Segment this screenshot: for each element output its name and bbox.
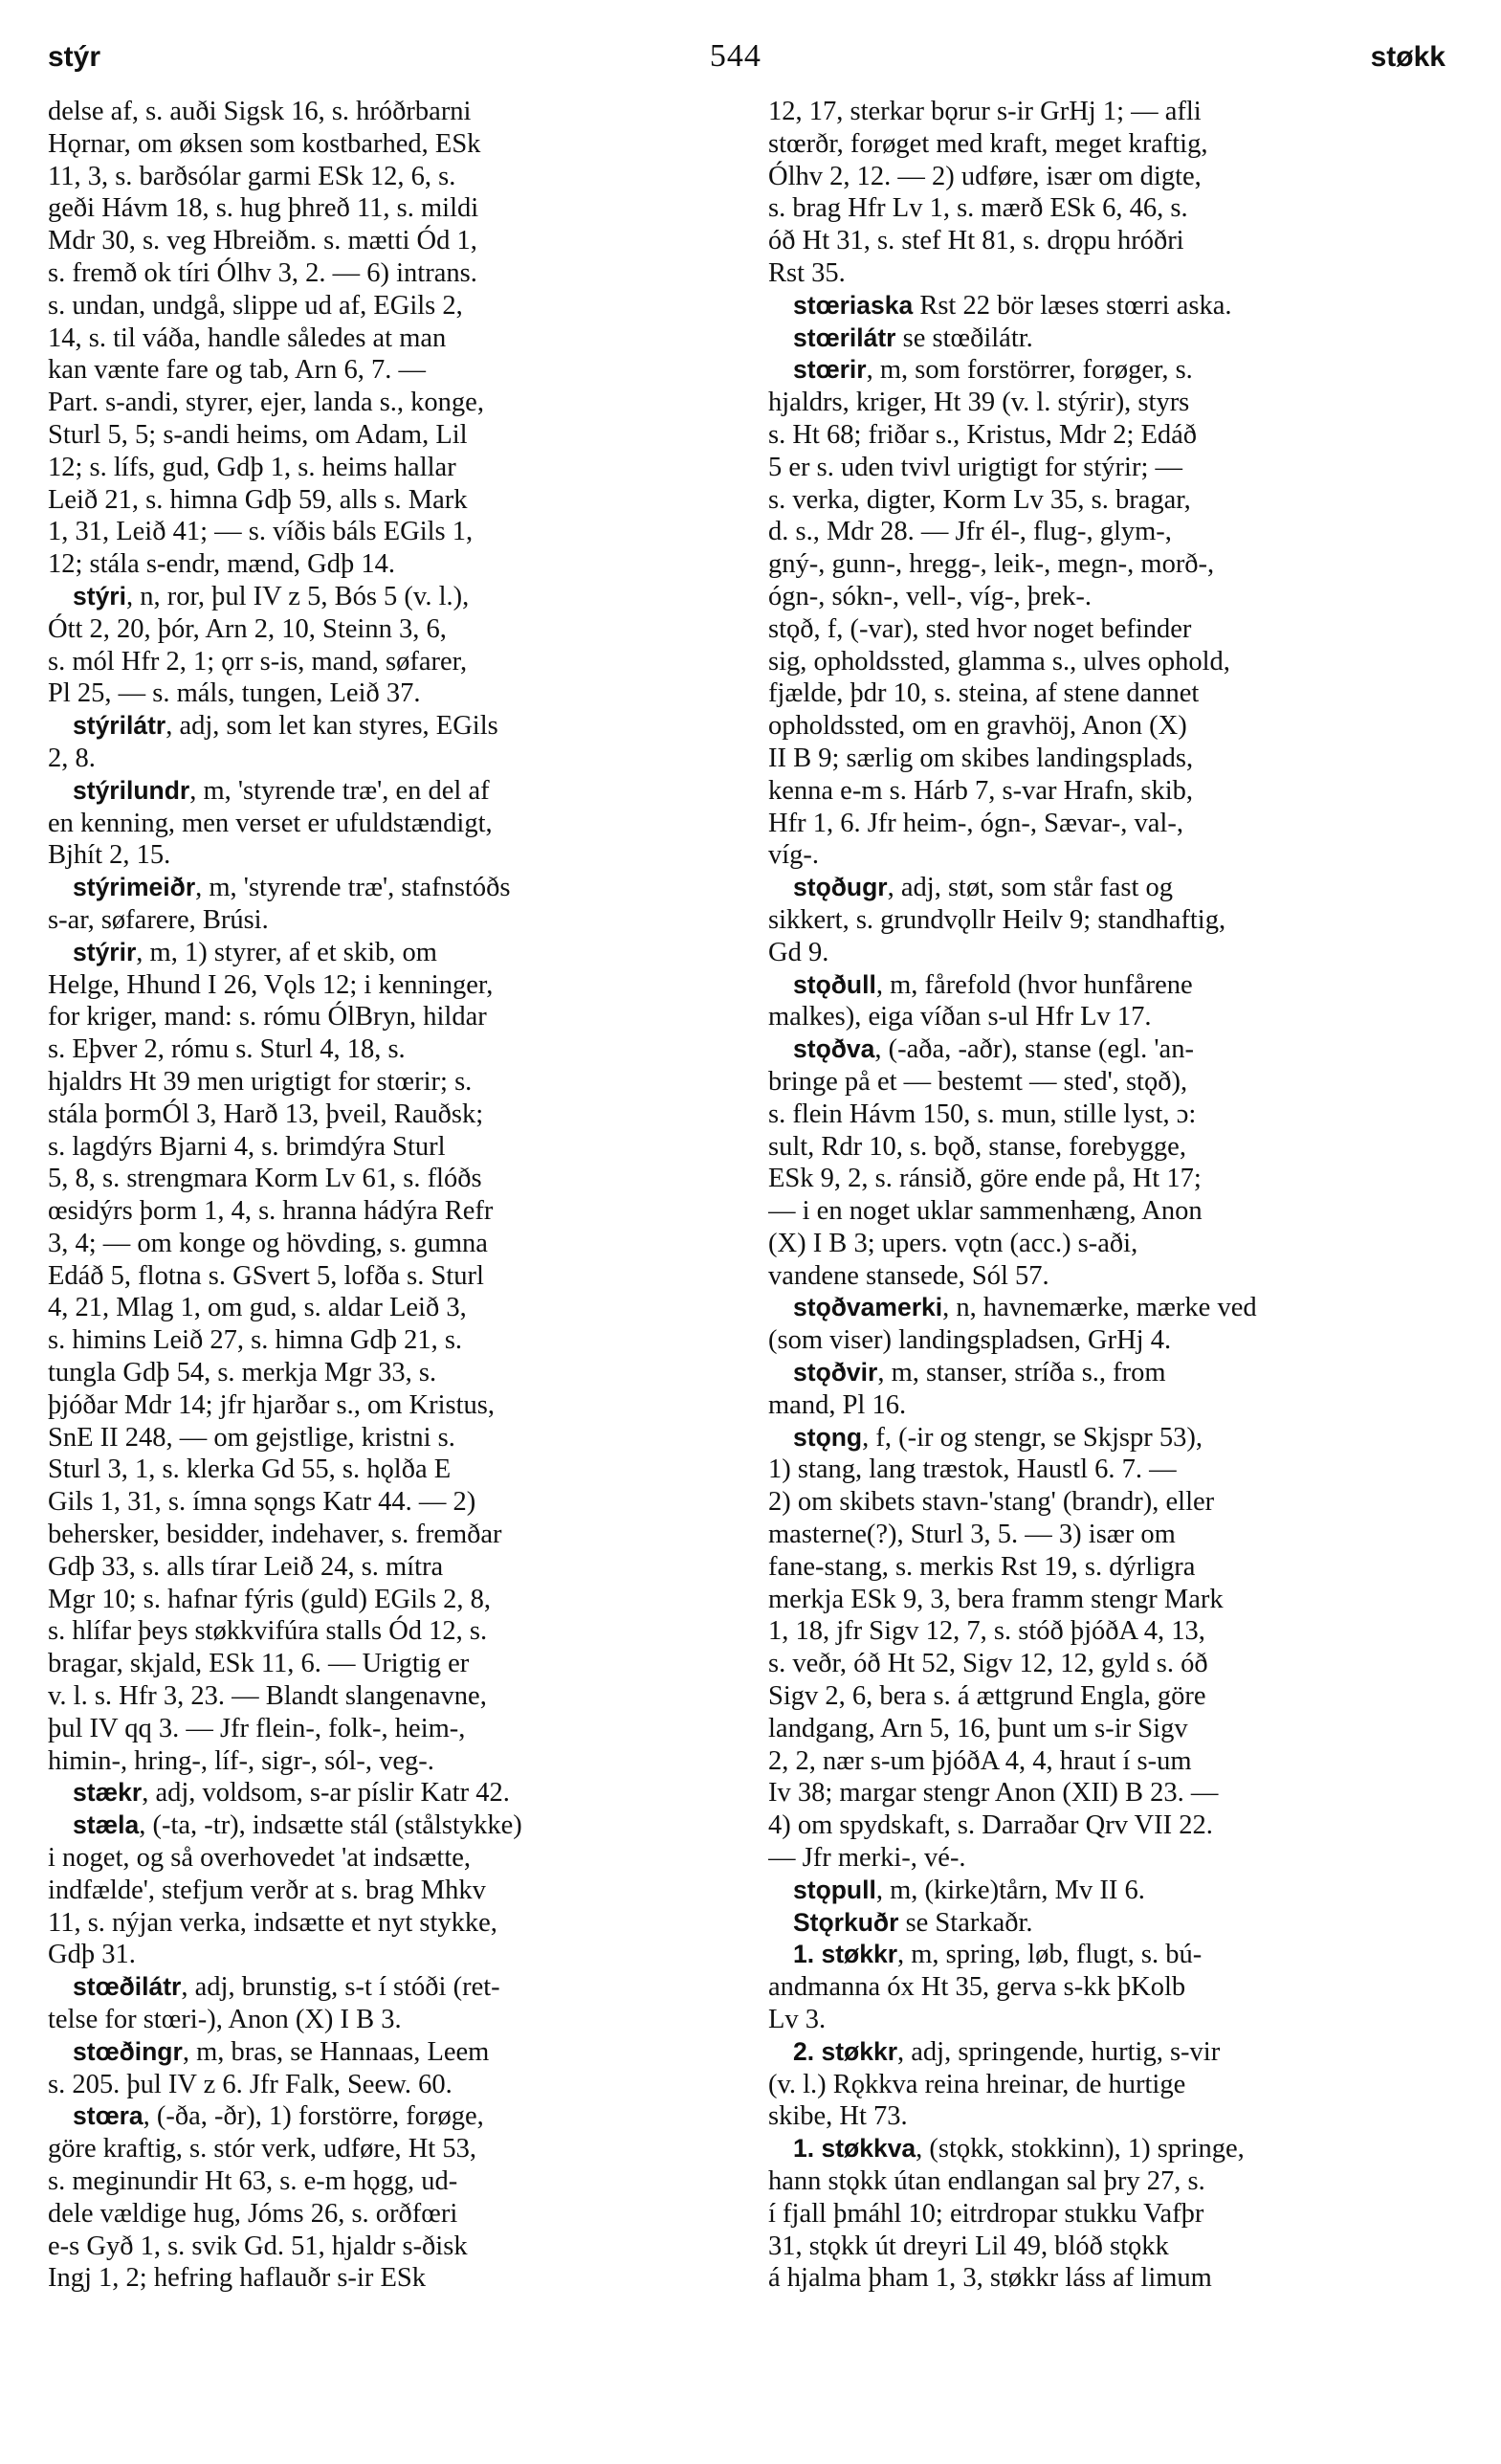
text-line: víg-.	[768, 840, 820, 871]
text-line: ESk 9, 2, s. ránsið, göre ende på, Ht 17;	[768, 1164, 1202, 1194]
text-line: — i en noget uklar sammenhæng, Anon	[768, 1196, 1203, 1227]
text-line	[768, 1907, 1449, 1940]
headword: stýri	[73, 581, 126, 610]
text-line: fjælde, þdr 10, s. steina, af stene dannet	[768, 678, 1200, 709]
text-line: kan vænte fare og tab, Arn 6, 7. —	[48, 355, 426, 386]
text-line: 11, 3, s. barðsólar garmi ESk 12, 6, s.	[48, 161, 456, 191]
headword: stǫðugr	[793, 873, 888, 902]
text-line: á hjalma þham 1, 3, støkkr láss af limum	[768, 2263, 1212, 2294]
text-line: Pl 25, — s. máls, tungen, Leið 37.	[48, 678, 421, 709]
headword: stǫðvir	[793, 1358, 878, 1387]
headword: stýrilátr	[73, 711, 166, 741]
text-line: sikkert, s. grundvǫllr Heilv 9; standhaftig,	[768, 904, 1226, 935]
text-line: Edáð 5, flotna s. GSvert 5, lofða s. Sturl	[48, 1260, 484, 1291]
text-line: tungla Gdþ 54, s. merkja Mgr 33, s.	[48, 1358, 437, 1388]
text-line: indfælde', stefjum verðr at s. brag Mhkv	[48, 1875, 486, 1905]
text-line: en kenning, men verset er ufuldstændigt,	[48, 808, 493, 838]
text-line: 1) stang, lang træstok, Haustl 6. 7. —	[768, 1454, 1177, 1485]
text-line: hjaldrs Ht 39 men urigtigt for stœrir; s.	[48, 1066, 473, 1097]
definition-text: , m, bras, se Hannaas, Leem	[182, 2036, 490, 2067]
text-line: þjóðar Mdr 14; jfr hjarðar s., om Kristus,	[48, 1389, 496, 1420]
definition-text: , m, stanser, stríða s., from	[877, 1358, 1166, 1388]
text-line	[768, 1939, 1449, 1971]
text-line: Mdr 30, s. veg Hbreiðm. s. mætti Ód 1,	[48, 226, 477, 256]
text-line: Rst 35.	[768, 257, 846, 288]
text-line: opholdssted, om en gravhöj, Anon (X)	[768, 711, 1187, 742]
headword: stœra	[73, 2101, 143, 2131]
text-line: andmanna óx Ht 35, gerva s-kk þKolb	[768, 1972, 1186, 2003]
definition-text: , (-aða, -aðr), stanse (egl. 'an-	[874, 1034, 1194, 1065]
definition-text: , adj, støt, som står fast og	[887, 873, 1174, 903]
text-line: s. undan, undgå, slippe ud af, EGils 2,	[48, 290, 463, 321]
left-column	[48, 96, 729, 2454]
definition-text: , adj, springende, hurtig, s-vir	[897, 2036, 1221, 2067]
definition-text: , m, 1) styrer, af et skib, om	[136, 937, 437, 967]
definition-text: , m, (kirke)tårn, Mv II 6.	[875, 1875, 1145, 1905]
text-line: 1, 31, Leið 41; — s. víðis báls EGils 1,	[48, 517, 474, 547]
headword: stœrilátr	[793, 322, 896, 352]
text-line: for kriger, mand: s. rómu ÓlBryn, hildar	[48, 1002, 487, 1032]
text-line: Lv 3.	[768, 2005, 827, 2035]
text-line	[48, 2100, 729, 2133]
text-line: s. hlífar þeys støkkvifúra stalls Ód 12, s.	[48, 1616, 488, 1647]
text-line: Bjhít 2, 15.	[48, 840, 171, 871]
text-line: Gdþ 33, s. alls tírar Leið 24, s. mítra	[48, 1551, 444, 1582]
text-line	[768, 1422, 1449, 1454]
text-line	[48, 1777, 729, 1809]
definition-text: , m, som forstörrer, forøger, s.	[866, 355, 1193, 386]
text-line	[768, 354, 1449, 387]
text-line	[768, 1875, 1449, 1907]
text-line: 4) om spydskaft, s. Darraðar Qrv VII 22.	[768, 1810, 1213, 1841]
text-line: kenna e-m s. Hárb 7, s-var Hrafn, skib,	[768, 775, 1193, 806]
text-line: delse af, s. auði Sigsk 16, s. hróðrbarni	[48, 97, 472, 126]
definition-text: se Starkaðr.	[898, 1907, 1033, 1938]
text-line: SnE II 248, — om gejstlige, kristni s.	[48, 1422, 455, 1453]
text-line: dele vældige hug, Jóms 26, s. orðfœri	[48, 2198, 458, 2229]
text-line: 12; stála s-endr, mænd, Gdþ 14.	[48, 549, 395, 580]
text-line: s. mól Hfr 2, 1; ǫrr s-is, mand, søfarer,	[48, 646, 468, 677]
definition-text: se stœðilátr.	[895, 322, 1033, 353]
text-line: vandene stansede, Sól 57.	[768, 1260, 1049, 1291]
text-line: Gils 1, 31, s. ímna sǫngs Katr 44. — 2)	[48, 1487, 476, 1518]
definition-text: , adj, voldsom, s-ar píslir Katr 42.	[142, 1778, 510, 1809]
headword: stǫðvamerki	[793, 1293, 943, 1322]
text-line	[48, 775, 729, 808]
text-line	[48, 710, 729, 743]
text-line: stála þormÓl 3, Harð 13, þveil, Rauðsk;	[48, 1099, 484, 1129]
text-line: 5 er s. uden tvivl urigtigt for stýrir; —	[768, 452, 1182, 482]
text-line: Sturl 5, 5; s-andi heims, om Adam, Lil	[48, 419, 468, 450]
text-line	[768, 872, 1449, 904]
text-line: 2) om skibets stavn-'stang' (brandr), eller	[768, 1487, 1215, 1518]
text-line: d. s., Mdr 28. — Jfr él-, flug-, glym-,	[768, 517, 1172, 547]
text-line: (X) I B 3; upers. vǫtn (acc.) s-aði,	[768, 1228, 1138, 1258]
text-line: 2, 2, nær s-um þjóðA 4, 4, hraut í s-um	[768, 1745, 1192, 1776]
definition-text: , m, fårefold (hvor hunfårene	[875, 969, 1193, 1000]
text-line	[48, 1971, 729, 2004]
text-line: sult, Rdr 10, s. bǫð, stanse, forebygge,	[768, 1131, 1186, 1162]
definition-text: , adj, brunstig, s-t í stóði (ret-	[181, 1972, 500, 2003]
text-line: malkes), eiga víðan s-ul Hfr Lv 17.	[768, 1002, 1152, 1032]
text-line: Part. s-andi, styrer, ejer, landa s., konge,	[48, 388, 484, 418]
headword: stǫðull	[793, 969, 876, 999]
text-line: 1, 18, jfr Sigv 12, 7, s. stóð þjóðA 4, 13,	[768, 1616, 1205, 1647]
text-line: II B 9; særlig om skibes landingsplads,	[768, 743, 1194, 773]
text-line: — Jfr merki-, vé-.	[768, 1843, 966, 1874]
text-line: merkja ESk 9, 3, bera framm stengr Mark	[768, 1584, 1224, 1614]
definition-text: , f, (-ir og stengr, se Skjspr 53),	[862, 1422, 1203, 1453]
text-line: (som viser) landingspladsen, GrHj 4.	[768, 1325, 1172, 1356]
text-line	[768, 1292, 1449, 1324]
text-line: s. fremð ok tíri Ólhv 3, 2. — 6) intrans.	[48, 257, 477, 288]
text-line: v. l. s. Hfr 3, 23. — Blandt slangenavne,	[48, 1681, 487, 1712]
text-line: Sigv 2, 6, bera s. á ættgrund Engla, göre	[768, 1681, 1206, 1712]
text-line: (v. l.) Rǫkkva reina hreinar, de hurtige	[768, 2069, 1186, 2099]
headword: stýrilundr	[73, 775, 190, 805]
text-line: landgang, Arn 5, 16, þunt um s-ir Sigv	[768, 1713, 1188, 1743]
text-line: Iv 38; margar stengr Anon (XII) B 23. —	[768, 1778, 1219, 1809]
text-line: 3, 4; — om konge og hövding, s. gumna	[48, 1228, 488, 1258]
text-line: 12, 17, sterkar bǫrur s-ir GrHj 1; — afli	[768, 97, 1202, 126]
headword: Stǫrkuðr	[793, 1907, 899, 1937]
text-line	[768, 1357, 1449, 1389]
text-line: e-s Gyð 1, s. svik Gd. 51, hjaldr s-ðisk	[48, 2231, 468, 2261]
text-line: geði Hávm 18, s. hug þhreð 11, s. mildi	[48, 193, 479, 224]
text-line: Hǫrnar, om øksen som kostbarhed, ESk	[48, 128, 481, 159]
definition-text: , adj, som let kan styres, EGils	[166, 711, 498, 742]
text-line	[768, 969, 1449, 1002]
text-line: s. Eþver 2, rómu s. Sturl 4, 18, s.	[48, 1034, 406, 1065]
definition-text: , m, 'styrende træ', en del af	[189, 775, 490, 806]
text-line: 4, 21, Mlag 1, om gud, s. aldar Leið 3,	[48, 1293, 467, 1323]
text-line: Gdþ 31.	[48, 1940, 136, 1970]
text-line: bringe på et — bestemt — sted', stǫð),	[768, 1066, 1188, 1097]
text-line	[48, 1809, 729, 1842]
text-line: sig, opholdssted, glamma s., ulves ophold,	[768, 646, 1230, 677]
definition-text: , (-ta, -tr), indsætte stál (stålstykke)	[139, 1810, 522, 1841]
definition-text: , m, 'styrende træ', stafnstóðs	[195, 873, 511, 903]
text-line	[768, 2133, 1449, 2165]
text-line: s. 205. þul IV z 6. Jfr Falk, Seew. 60.	[48, 2069, 453, 2099]
headword: stækr	[73, 1778, 143, 1808]
definition-text: , n, havnemærke, mærke ved	[942, 1293, 1257, 1323]
text-line: þul IV qq 3. — Jfr flein-, folk-, heim-,	[48, 1713, 466, 1743]
text-line: skibe, Ht 73.	[768, 2101, 908, 2132]
headword: stæla	[73, 1810, 140, 1840]
text-line: Gd 9.	[768, 937, 829, 967]
page-number: 544	[709, 38, 762, 74]
text-line: mand, Pl 16.	[768, 1389, 907, 1420]
text-line: bragar, skjald, ESk 11, 6. — Urigtig er	[48, 1649, 470, 1679]
text-line	[48, 872, 729, 904]
text-line: s. veðr, óð Ht 52, Sigv 12, 12, gyld s. óð	[768, 1649, 1208, 1679]
text-line: göre kraftig, s. stór verk, udføre, Ht 53,	[48, 2134, 476, 2164]
headword: stýrir	[73, 937, 137, 966]
text-line: s. Ht 68; friðar s., Kristus, Mdr 2; Edáð	[768, 419, 1198, 450]
text-line: s. brag Hfr Lv 1, s. mærð ESk 6, 46, s.	[768, 193, 1188, 224]
text-line: ógn-, sókn-, vell-, víg-, þrek-.	[768, 581, 1092, 611]
text-line: himin-, hring-, líf-, sigr-, sól-, veg-.	[48, 1745, 434, 1776]
text-line: Ingj 1, 2; hefring haflauðr s-ir ESk	[48, 2263, 426, 2294]
text-line	[48, 2036, 729, 2069]
text-line: 12; s. lífs, gud, Gdþ 1, s. heims hallar	[48, 452, 456, 482]
headword: stǫng	[793, 1422, 863, 1452]
text-line: Helge, Hhund I 26, Vǫls 12; i kenninger,	[48, 969, 494, 1000]
text-line: í fjall þmáhl 10; eitrdropar stukku Vafþr	[768, 2198, 1204, 2229]
page-header	[48, 38, 1446, 96]
text-line	[768, 322, 1449, 355]
right-guide-word: støkk	[1370, 41, 1446, 73]
text-line: Leið 21, s. himna Gdþ 59, alls s. Mark	[48, 484, 468, 515]
text-line: fane-stang, s. merkis Rst 19, s. dýrligra	[768, 1551, 1196, 1582]
text-line: 11, s. nýjan verka, indsætte et nyt stykke,	[48, 1907, 497, 1938]
headword: stœðilátr	[73, 1972, 182, 2002]
text-line: Sturl 3, 1, s. klerka Gd 55, s. hǫlða E	[48, 1454, 452, 1485]
text-line: masterne(?), Sturl 3, 5. — 3) især om	[768, 1520, 1176, 1550]
text-line: hjaldrs, kriger, Ht 39 (v. l. stýrir), styrs	[768, 388, 1190, 418]
text-line: s. verka, digter, Korm Lv 35, s. bragar,	[768, 484, 1191, 515]
text-line	[48, 581, 729, 613]
text-line: Ótt 2, 20, þór, Arn 2, 10, Steinn 3, 6,	[48, 613, 447, 644]
text-line	[768, 290, 1449, 322]
text-line: s-ar, søfarere, Brúsi.	[48, 904, 269, 935]
headword: 2. støkkr	[793, 2036, 898, 2066]
text-line: Hfr 1, 6. Jfr heim-, ógn-, Sævar-, val-,	[768, 808, 1183, 838]
text-line: œsidýrs þorm 1, 4, s. hranna hádýra Refr	[48, 1196, 494, 1227]
text-line: 14, s. til váða, handle således at man	[48, 322, 447, 353]
text-line: 5, 8, s. strengmara Korm Lv 61, s. flóðs	[48, 1164, 482, 1194]
text-line: 31, stǫkk út dreyri Lil 49, blóð stǫkk	[768, 2231, 1169, 2261]
text-line: s. lagdýrs Bjarni 4, s. brimdýra Sturl	[48, 1131, 446, 1162]
text-line: s. himins Leið 27, s. himna Gdþ 21, s.	[48, 1325, 463, 1356]
text-line: hann stǫkk útan endlangan sal þry 27, s.	[768, 2166, 1205, 2196]
text-line	[48, 937, 729, 969]
text-line: i noget, og så overhovedet 'at indsætte,	[48, 1843, 472, 1874]
text-line	[768, 2036, 1449, 2069]
headword: 1. støkkr	[793, 1940, 898, 1969]
left-guide-word: stýr	[48, 41, 101, 73]
text-line: telse for stœri-), Anon (X) I B 3.	[48, 2005, 402, 2035]
text-line: stœrðr, forøget med kraft, meget kraftig,	[768, 128, 1208, 159]
definition-text: , (-ða, -ðr), 1) forstörre, forøge,	[143, 2101, 484, 2132]
text-line: óð Ht 31, s. stef Ht 81, s. drǫpu hróðri	[768, 226, 1184, 256]
headword: stœrir	[793, 355, 867, 385]
text-line: stǫð, f, (-var), sted hvor noget befinder	[768, 613, 1192, 644]
text-line: Mgr 10; s. hafnar fýris (guld) EGils 2, 8,	[48, 1584, 492, 1614]
definition-text: , (stǫkk, stokkinn), 1) springe,	[916, 2134, 1245, 2164]
headword: stýrimeiðr	[73, 873, 196, 902]
text-line: Ólhv 2, 12. — 2) udføre, især om digte,	[768, 161, 1202, 191]
text-line: behersker, besidder, indehaver, s. fremðar	[48, 1520, 502, 1550]
headword: stǫðva	[793, 1034, 875, 1064]
headword: stǫpull	[793, 1875, 876, 1904]
definition-text: , n, ror, þul IV z 5, Bós 5 (v. l.),	[125, 581, 470, 611]
right-column	[768, 96, 1449, 2454]
text-line: 2, 8.	[48, 743, 96, 773]
text-line: gný-, gunn-, hregg-, leik-, megn-, morð-,	[768, 549, 1215, 580]
headword: stœðingr	[73, 2036, 183, 2066]
headword: stœriaska	[793, 290, 914, 320]
definition-text: Rst 22 bör læses stœrri aska.	[913, 290, 1232, 321]
definition-text: , m, spring, løb, flugt, s. bú-	[897, 1940, 1203, 1970]
text-line: s. meginundir Ht 63, s. e-m hǫgg, ud-	[48, 2166, 458, 2196]
headword: 1. støkkva	[793, 2134, 916, 2164]
text-line: s. flein Hávm 150, s. mun, stille lyst, ɔ:	[768, 1099, 1197, 1129]
text-line	[768, 1033, 1449, 1066]
